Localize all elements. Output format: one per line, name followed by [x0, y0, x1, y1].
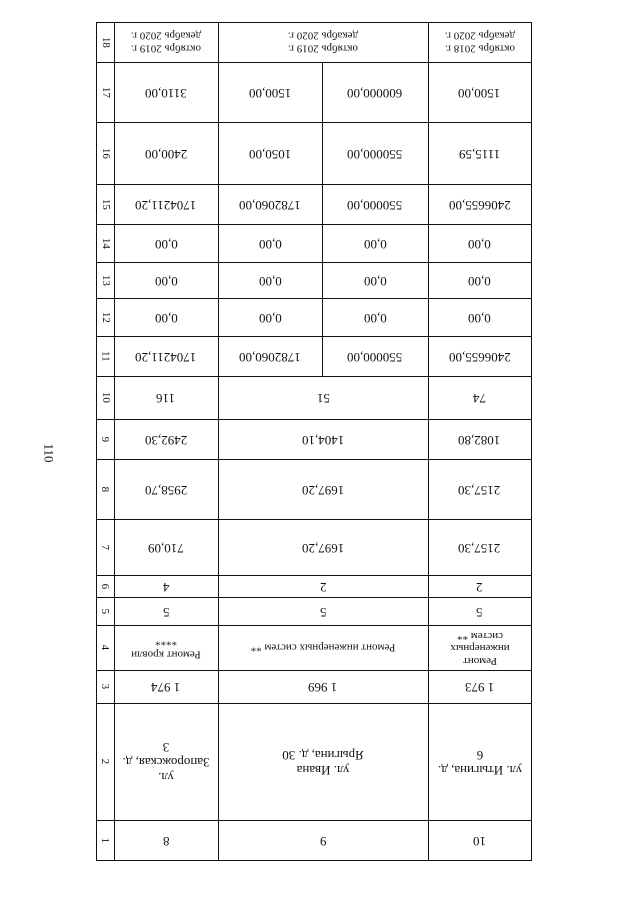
row-9-col-14-b [322, 224, 428, 262]
row-8-col-15-text: 1704211,20 [135, 197, 197, 213]
row-9-col-7 [218, 519, 428, 575]
row-9-col-12-b-text: 0,00 [363, 310, 387, 326]
row-8-col-4 [114, 625, 218, 670]
row-9-col-9-text: 1404,10 [301, 432, 345, 448]
header-col-3-text: 3 [99, 683, 112, 690]
row-9-col-4-text: Ремонт инженерных систем ** [250, 641, 396, 654]
row-10-col-13 [428, 262, 531, 298]
row-10-col-5-text: 5 [476, 604, 483, 620]
row-10-col-9 [428, 419, 531, 459]
row-9-col-15-b [322, 184, 428, 224]
row-10-col-9-text: 1082,80 [458, 432, 501, 448]
header-col-9-text: 9 [99, 436, 112, 442]
row-9-col-2 [218, 703, 428, 820]
row-10-col-6 [428, 575, 531, 597]
row-8-col-18-text: октябрь 2019 г. декабрь 2020 г. [130, 30, 202, 55]
header-col-1 [96, 820, 114, 860]
row-8-col-16 [114, 122, 218, 184]
row-8-col-13-text: 0,00 [154, 273, 178, 289]
row-10-col-1 [428, 820, 531, 860]
row-9-col-14-b-text: 0,00 [363, 236, 387, 252]
row-10-col-10 [428, 376, 531, 419]
row-9-col-12-b [322, 298, 428, 336]
header-col-13-text: 13 [99, 274, 112, 286]
row-10-col-11 [428, 336, 531, 376]
row-8-col-5-text: 5 [162, 604, 170, 620]
row-8-col-6 [114, 575, 218, 597]
row-9-col-15-a [218, 184, 322, 224]
row-9-col-5-text: 5 [319, 604, 327, 620]
row-8-col-18 [114, 22, 218, 62]
row-10-col-5 [428, 597, 531, 625]
row-10-col-4-text: Ремонт инженерных систем ** [449, 629, 510, 667]
row-9-col-17-b-text: 600000,00 [347, 85, 403, 101]
row-10-col-12 [428, 298, 531, 336]
row-9-col-11-b [322, 336, 428, 376]
row-9-col-6-text: 2 [319, 579, 327, 595]
header-col-14-text: 14 [99, 237, 112, 249]
row-10-col-7-text: 2157,30 [458, 540, 501, 556]
row-9-col-11-a [218, 336, 322, 376]
row-9-col-16-a-text: 1050,00 [248, 146, 292, 162]
row-9-col-7-text: 1697,20 [301, 540, 345, 556]
row-8-col-14-text: 0,00 [154, 236, 178, 252]
row-9-col-14-a-text: 0,00 [258, 236, 282, 252]
column-rule [531, 22, 532, 861]
row-9-col-13-a-text: 0,00 [258, 273, 282, 289]
row-9-col-8-text: 1697,20 [301, 482, 345, 498]
row-9-col-13-b [322, 262, 428, 298]
row-10-col-17 [428, 62, 531, 122]
row-rule [96, 860, 532, 861]
header-col-3 [96, 670, 114, 703]
row-8-col-11 [114, 336, 218, 376]
row-9-col-4 [218, 625, 428, 670]
header-col-4-text: 4 [99, 644, 112, 651]
row-9-col-17-b [322, 62, 428, 122]
header-col-11 [96, 336, 114, 376]
row-8-col-3-text: 1 974 [151, 679, 181, 695]
row-8-col-1-text: 8 [162, 833, 170, 849]
row-8-col-15 [114, 184, 218, 224]
row-9-col-1-text: 9 [319, 833, 327, 849]
row-9-col-12-a [218, 298, 322, 336]
row-8-col-2-text: ул. Запорожская, д. 3 [122, 740, 210, 785]
row-8-col-17-text: 3110,00 [145, 85, 187, 101]
row-10-col-8-text: 2157,30 [458, 482, 501, 498]
row-8-col-16-text: 2400,00 [144, 146, 188, 162]
row-9-col-18 [218, 22, 428, 62]
row-10-col-15 [428, 184, 531, 224]
row-8-col-4-text: Ремонт кровли **** [131, 635, 201, 661]
header-col-6-text: 6 [99, 583, 112, 589]
row-10-col-7 [428, 519, 531, 575]
row-10-col-11-text: 2406655,00 [448, 349, 511, 365]
header-col-10 [96, 376, 114, 419]
header-col-18 [96, 22, 114, 62]
row-9-col-14-a [218, 224, 322, 262]
row-8-col-1 [114, 820, 218, 860]
header-col-8-text: 8 [99, 486, 112, 492]
row-8-col-11-text: 1704211,20 [135, 349, 197, 365]
row-9-col-12-a-text: 0,00 [258, 310, 282, 326]
header-col-15-text: 15 [99, 198, 112, 210]
row-8-col-9-text: 2492,30 [144, 432, 188, 448]
row-9-col-8 [218, 459, 428, 519]
row-10-col-3 [428, 670, 531, 703]
row-10-col-10-text: 74 [473, 390, 486, 406]
row-9-col-3 [218, 670, 428, 703]
row-10-col-17-text: 1500,00 [458, 85, 501, 101]
row-8-col-12 [114, 298, 218, 336]
row-9-col-2-text: ул. Ивана Ярыгина, д. 30 [282, 747, 364, 778]
header-col-7 [96, 519, 114, 575]
row-8-col-7 [114, 519, 218, 575]
header-col-10-text: 10 [99, 391, 112, 403]
header-col-2-text: 2 [99, 758, 112, 765]
row-9-col-17-a [218, 62, 322, 122]
row-10-col-18-text: октябрь 2018 г. декабрь 2020 г. [444, 30, 515, 55]
row-10-col-13-text: 0,00 [468, 273, 491, 289]
row-10-col-14-text: 0,00 [468, 236, 491, 252]
row-8-col-3 [114, 670, 218, 703]
row-10-col-6-text: 2 [476, 579, 483, 595]
row-9-col-10 [218, 376, 428, 419]
row-10-col-18 [428, 22, 531, 62]
header-col-12 [96, 298, 114, 336]
header-col-5-text: 5 [99, 608, 112, 614]
row-10-col-15-text: 2406655,00 [448, 197, 511, 213]
header-col-7-text: 7 [99, 544, 112, 550]
row-9-col-11-b-text: 550000,00 [347, 349, 403, 365]
row-10-col-2-text: ул. Итыгина, д. 6 [437, 747, 522, 778]
row-8-col-9 [114, 419, 218, 459]
header-col-13 [96, 262, 114, 298]
row-9-col-5 [218, 597, 428, 625]
page-number: 110 [42, 443, 57, 463]
row-8-col-7-text: 710,09 [148, 540, 184, 556]
row-8-col-5 [114, 597, 218, 625]
row-9-col-16-a [218, 122, 322, 184]
row-10-col-16-text: 1115,59 [458, 146, 501, 162]
header-col-5 [96, 597, 114, 625]
row-9-col-6 [218, 575, 428, 597]
row-8-col-10 [114, 376, 218, 419]
row-9-col-9 [218, 419, 428, 459]
header-col-16 [96, 122, 114, 184]
row-10-col-1-text: 10 [473, 833, 486, 849]
row-9-col-16-b [322, 122, 428, 184]
row-9-col-15-b-text: 550000,00 [347, 197, 403, 213]
row-8-col-10-text: 116 [156, 390, 176, 406]
row-10-col-8 [428, 459, 531, 519]
row-8-col-2 [114, 703, 218, 820]
header-col-17 [96, 62, 114, 122]
row-8-col-17 [114, 62, 218, 122]
row-8-col-8 [114, 459, 218, 519]
header-col-4 [96, 625, 114, 670]
header-col-15 [96, 184, 114, 224]
row-8-col-8-text: 2958,70 [144, 482, 188, 498]
row-9-col-11-a-text: 1782060,00 [239, 349, 301, 365]
row-10-col-2 [428, 703, 531, 820]
row-9-col-10-text: 51 [316, 390, 330, 406]
row-9-col-13-b-text: 0,00 [363, 273, 387, 289]
row-9-col-17-a-text: 1500,00 [248, 85, 292, 101]
header-col-2 [96, 703, 114, 820]
row-9-col-1 [218, 820, 428, 860]
row-9-col-16-b-text: 550000,00 [347, 146, 403, 162]
row-9-col-18-text: октябрь 2019 г. декабрь 2020 г. [287, 30, 359, 55]
row-10-col-14 [428, 224, 531, 262]
header-col-11-text: 11 [99, 350, 112, 362]
header-col-6 [96, 575, 114, 597]
row-9-col-13-a [218, 262, 322, 298]
row-9-col-3-text: 1 969 [308, 679, 338, 695]
header-col-14 [96, 224, 114, 262]
row-8-col-13 [114, 262, 218, 298]
row-10-col-12-text: 0,00 [468, 310, 491, 326]
row-10-col-4 [428, 625, 531, 670]
row-10-col-16 [428, 122, 531, 184]
row-9-col-15-a-text: 1782060,00 [239, 197, 301, 213]
row-8-col-12-text: 0,00 [154, 310, 178, 326]
header-col-16-text: 16 [99, 147, 112, 159]
header-col-8 [96, 459, 114, 519]
header-col-18-text: 18 [99, 36, 112, 48]
header-col-17-text: 17 [99, 86, 112, 98]
row-8-col-14 [114, 224, 218, 262]
row-10-col-3-text: 1 973 [464, 679, 495, 695]
row-8-col-6-text: 4 [162, 579, 170, 595]
header-col-9 [96, 419, 114, 459]
header-col-1-text: 1 [99, 837, 112, 843]
header-col-12-text: 12 [99, 311, 112, 323]
